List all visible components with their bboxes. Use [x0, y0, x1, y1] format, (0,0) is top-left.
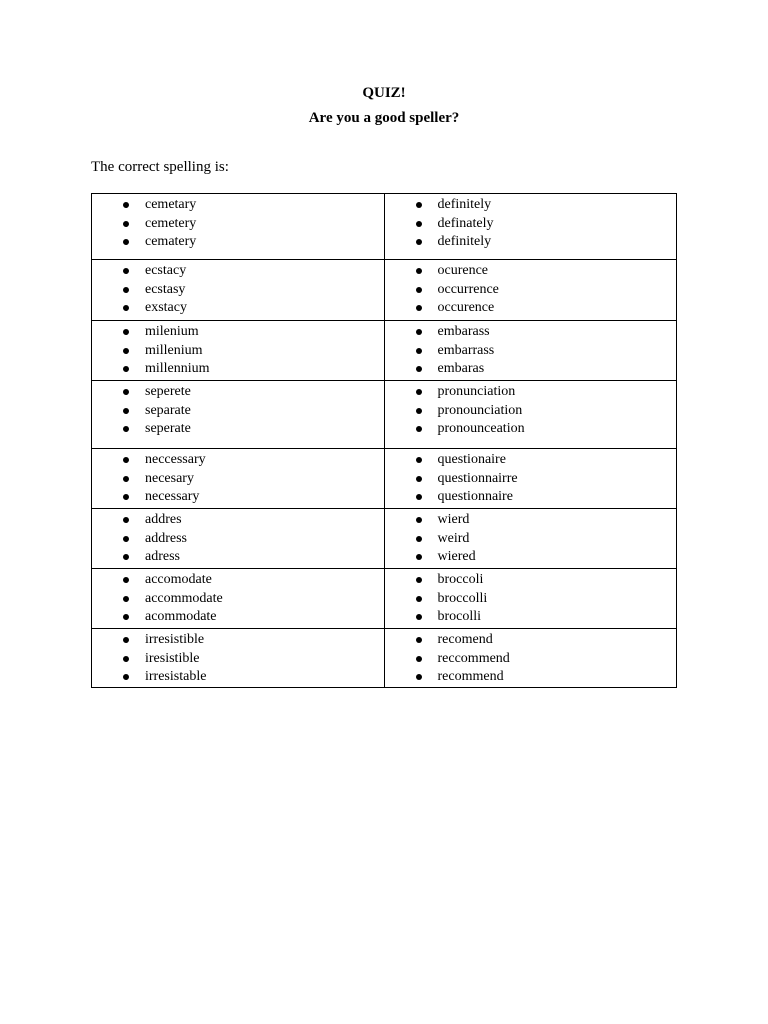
table-cell-left: [92, 381, 385, 449]
option-list: [92, 629, 384, 687]
bullet-icon: [416, 287, 422, 293]
table-row: [92, 260, 677, 321]
option-list: [385, 194, 677, 252]
table-cell-left: [92, 260, 385, 321]
bullet-icon: [123, 457, 129, 463]
spelling-option: irresistible: [145, 632, 205, 647]
list-item: [385, 511, 677, 530]
bullet-icon: [123, 554, 129, 560]
spelling-option: neccessary: [145, 452, 206, 467]
option-list: [92, 569, 384, 627]
list-item: [385, 281, 677, 300]
option-list: [385, 260, 677, 318]
spelling-option: necessary: [145, 489, 200, 505]
table-cell-right: [384, 449, 677, 509]
table-row: [92, 449, 677, 509]
list-item: [92, 233, 384, 252]
bullet-icon: [123, 348, 129, 354]
bullet-icon: [123, 239, 129, 245]
spelling-option: ecstasy: [145, 281, 186, 297]
table-cell-right: [384, 569, 677, 629]
bullet-icon: [416, 329, 422, 335]
spelling-option: necesary: [145, 470, 194, 486]
list-item: [92, 420, 384, 439]
list-item: [92, 548, 384, 567]
list-item: [385, 590, 677, 609]
list-item: [92, 323, 384, 342]
bullet-icon: [123, 426, 129, 432]
spelling-option: millennium: [145, 361, 210, 377]
spelling-option: adress: [145, 549, 180, 565]
list-item: [385, 323, 677, 342]
bullet-icon: [123, 494, 129, 500]
spelling-option: address: [145, 530, 187, 546]
list-item: [92, 262, 384, 281]
table-row: [92, 194, 677, 260]
spelling-option: seperate: [145, 421, 191, 437]
bullet-icon: [416, 202, 422, 208]
bullet-icon: [123, 674, 129, 680]
list-item: [92, 196, 384, 215]
spelling-option: embarrass: [437, 342, 495, 358]
table-row: [92, 629, 677, 688]
spelling-option: occurence: [437, 300, 495, 316]
list-item: [92, 383, 384, 402]
table-cell-left: [92, 321, 385, 381]
spelling-option: millenium: [145, 342, 203, 358]
bullet-icon: [123, 287, 129, 293]
spelling-option: reccommend: [437, 650, 510, 666]
bullet-icon: [416, 221, 422, 227]
list-item: [92, 668, 384, 687]
table-cell-right: [384, 381, 677, 449]
spelling-option: embarass: [437, 324, 490, 339]
option-list: [92, 260, 384, 318]
table-row: [92, 381, 677, 449]
list-item: [385, 650, 677, 669]
bullet-icon: [123, 202, 129, 208]
spelling-option: ocurence: [437, 263, 489, 278]
spelling-option: accomodate: [145, 572, 212, 587]
spelling-option: occurrence: [437, 281, 499, 297]
list-item: [385, 571, 677, 590]
spelling-option: pronunciation: [437, 384, 516, 399]
spelling-option: addres: [145, 512, 182, 527]
spelling-option: cemetary: [145, 197, 197, 212]
list-item: [92, 590, 384, 609]
bullet-icon: [416, 554, 422, 560]
spelling-option: exstacy: [145, 300, 187, 316]
table-cell-right: [384, 629, 677, 688]
spelling-table: [91, 193, 677, 688]
quiz-intro: The correct spelling is:: [91, 159, 229, 175]
bullet-icon: [123, 305, 129, 311]
table-cell-left: [92, 629, 385, 688]
list-item: [385, 402, 677, 421]
option-list: [92, 509, 384, 567]
bullet-icon: [123, 389, 129, 395]
spelling-option: recommend: [437, 669, 504, 685]
spelling-option: definitely: [437, 197, 492, 212]
list-item: [385, 360, 677, 379]
spelling-option: separate: [145, 402, 191, 418]
list-item: [385, 668, 677, 687]
bullet-icon: [123, 268, 129, 274]
bullet-icon: [416, 457, 422, 463]
spelling-option: ecstacy: [145, 263, 187, 278]
list-item: [385, 470, 677, 489]
list-item: [385, 342, 677, 361]
bullet-icon: [416, 577, 422, 583]
list-item: [385, 262, 677, 281]
spelling-option: brocolli: [437, 609, 482, 625]
option-list: [385, 381, 677, 439]
bullet-icon: [123, 329, 129, 335]
spelling-option: wierd: [437, 512, 470, 527]
bullet-icon: [123, 614, 129, 620]
spelling-option: wiered: [437, 549, 476, 565]
spelling-option: questionaire: [437, 452, 506, 467]
spelling-table-body: [92, 194, 677, 688]
list-item: [92, 451, 384, 470]
list-item: [92, 571, 384, 590]
bullet-icon: [123, 596, 129, 602]
table-cell-left: [92, 509, 385, 569]
spelling-option: definately: [437, 215, 494, 231]
spelling-option: pronounceation: [437, 421, 525, 437]
spelling-option: seperete: [145, 384, 191, 399]
list-item: [385, 383, 677, 402]
spelling-option: pronounciation: [437, 402, 523, 418]
list-item: [385, 488, 677, 507]
table-cell-left: [92, 194, 385, 260]
list-item: [385, 215, 677, 234]
quiz-subtitle: Are you a good speller?: [308, 110, 460, 126]
spelling-option: definitely: [437, 234, 492, 250]
option-list: [92, 381, 384, 439]
list-item: [385, 548, 677, 567]
list-item: [92, 299, 384, 318]
bullet-icon: [416, 348, 422, 354]
bullet-icon: [416, 239, 422, 245]
table-cell-right: [384, 194, 677, 260]
quiz-title: QUIZ!: [362, 85, 406, 101]
table-row: [92, 569, 677, 629]
list-item: [92, 511, 384, 530]
spelling-option: accommodate: [145, 590, 223, 606]
bullet-icon: [416, 408, 422, 414]
spelling-option: acommodate: [145, 609, 217, 625]
list-item: [385, 608, 677, 627]
spelling-option: broccoli: [437, 572, 484, 587]
spelling-option: cematery: [145, 234, 197, 250]
spelling-option: milenium: [145, 324, 199, 339]
option-list: [385, 629, 677, 687]
option-list: [92, 194, 384, 252]
list-item: [92, 360, 384, 379]
list-item: [92, 650, 384, 669]
option-list: [385, 509, 677, 567]
spelling-option: cemetery: [145, 215, 197, 231]
bullet-icon: [123, 366, 129, 372]
bullet-icon: [416, 426, 422, 432]
bullet-icon: [416, 517, 422, 523]
list-item: [385, 530, 677, 549]
option-list: [385, 321, 677, 379]
bullet-icon: [416, 476, 422, 482]
spelling-option: embaras: [437, 361, 485, 377]
list-item: [385, 451, 677, 470]
bullet-icon: [123, 637, 129, 643]
table-cell-left: [92, 569, 385, 629]
list-item: [92, 215, 384, 234]
table-row: [92, 509, 677, 569]
table-cell-right: [384, 321, 677, 381]
spelling-option: questionnairre: [437, 470, 518, 486]
list-item: [92, 342, 384, 361]
spelling-option: broccolli: [437, 590, 488, 606]
option-list: [385, 449, 677, 507]
bullet-icon: [123, 408, 129, 414]
bullet-icon: [416, 389, 422, 395]
spelling-option: recomend: [437, 632, 493, 647]
bullet-icon: [123, 517, 129, 523]
option-list: [385, 569, 677, 627]
list-item: [385, 420, 677, 439]
spelling-option: weird: [437, 530, 470, 546]
spelling-option: questionnaire: [437, 489, 513, 505]
list-item: [92, 281, 384, 300]
list-item: [92, 470, 384, 489]
bullet-icon: [416, 596, 422, 602]
list-item: [92, 631, 384, 650]
list-item: [92, 402, 384, 421]
table-cell-right: [384, 509, 677, 569]
spelling-option: iresistible: [145, 650, 200, 666]
bullet-icon: [416, 366, 422, 372]
bullet-icon: [123, 577, 129, 583]
list-item: [385, 233, 677, 252]
bullet-icon: [416, 674, 422, 680]
bullet-icon: [416, 637, 422, 643]
list-item: [385, 631, 677, 650]
list-item: [385, 299, 677, 318]
bullet-icon: [123, 221, 129, 227]
option-list: [92, 321, 384, 379]
bullet-icon: [123, 536, 129, 542]
table-cell-right: [384, 260, 677, 321]
table-cell-left: [92, 449, 385, 509]
list-item: [92, 488, 384, 507]
option-list: [92, 449, 384, 507]
table-row: [92, 321, 677, 381]
bullet-icon: [416, 536, 422, 542]
bullet-icon: [416, 268, 422, 274]
bullet-icon: [416, 494, 422, 500]
bullet-icon: [416, 656, 422, 662]
list-item: [385, 196, 677, 215]
bullet-icon: [123, 656, 129, 662]
bullet-icon: [123, 476, 129, 482]
list-item: [92, 530, 384, 549]
bullet-icon: [416, 305, 422, 311]
bullet-icon: [416, 614, 422, 620]
list-item: [92, 608, 384, 627]
spelling-option: irresistable: [145, 669, 207, 685]
